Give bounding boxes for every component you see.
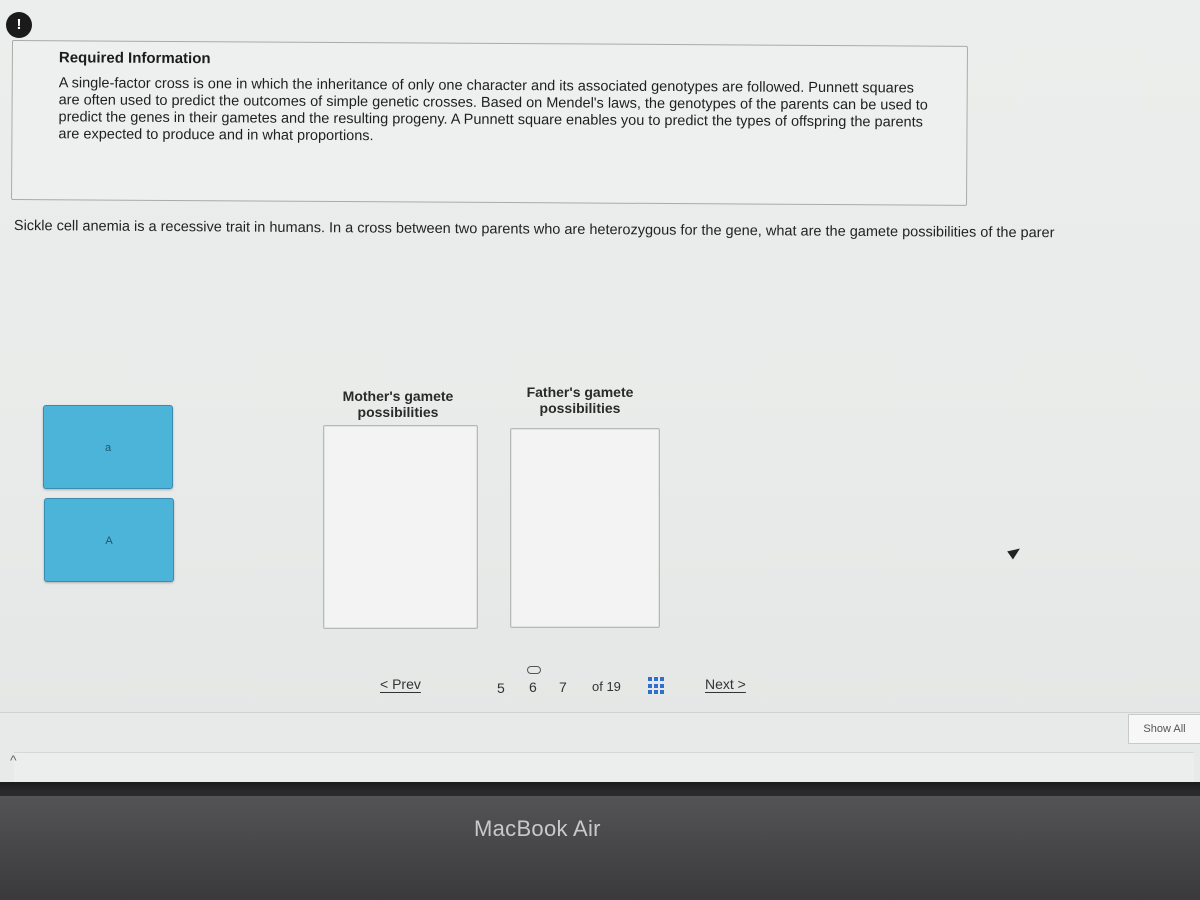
required-information-title: Required Information	[58, 49, 211, 68]
gamete-tile-label: A	[105, 535, 113, 547]
page-count: of 19	[592, 679, 621, 694]
alert-icon: !	[6, 12, 32, 38]
gamete-tile-A[interactable]	[44, 498, 174, 582]
page-link-7[interactable]: 7	[559, 679, 567, 695]
page-link-5[interactable]: 5	[497, 680, 505, 696]
next-button[interactable]: Next >	[705, 676, 746, 692]
show-all-button[interactable]: Show All	[1128, 714, 1200, 744]
mouse-cursor-icon	[1007, 544, 1023, 559]
gamete-tile-a[interactable]	[43, 405, 173, 489]
chevron-up-icon[interactable]: ^	[10, 752, 17, 768]
prev-button[interactable]: < Prev	[380, 676, 421, 692]
required-information-body: A single-factor cross is one in which the inheritance of only one character and its associated genotypes are followed. Punnett squares are often used to predict the outcomes of simple genetic crosses. Based on Mendel's laws, the genotypes of the parents can be used to predict the genes in their gametes and the resulting progeny. A Punnett square enables you to predict the types of offspring the parents are expected to produce and in what proportions.	[58, 75, 928, 145]
device-brand-label: MacBook Air	[474, 816, 601, 841]
progress-strip	[14, 752, 1194, 782]
mother-gamete-label: Mother's gamete possibilities	[342, 388, 454, 420]
question-grid-icon[interactable]	[648, 677, 666, 695]
required-information-box	[11, 40, 968, 206]
laptop-chin	[0, 796, 1200, 900]
father-gamete-drop-zone[interactable]	[510, 428, 660, 628]
gamete-tile-label: a	[104, 442, 112, 454]
father-gamete-label: Father's gamete possibilities	[526, 384, 634, 416]
mother-gamete-drop-zone[interactable]	[323, 425, 478, 629]
page-link-6-current[interactable]: 6	[529, 679, 537, 695]
question-text: Sickle cell anemia is a recessive trait in humans. In a cross between two parents who are heterozygous for the gene, what are the gamete possibilities of the parer	[13, 218, 1055, 242]
link-icon	[527, 666, 541, 674]
